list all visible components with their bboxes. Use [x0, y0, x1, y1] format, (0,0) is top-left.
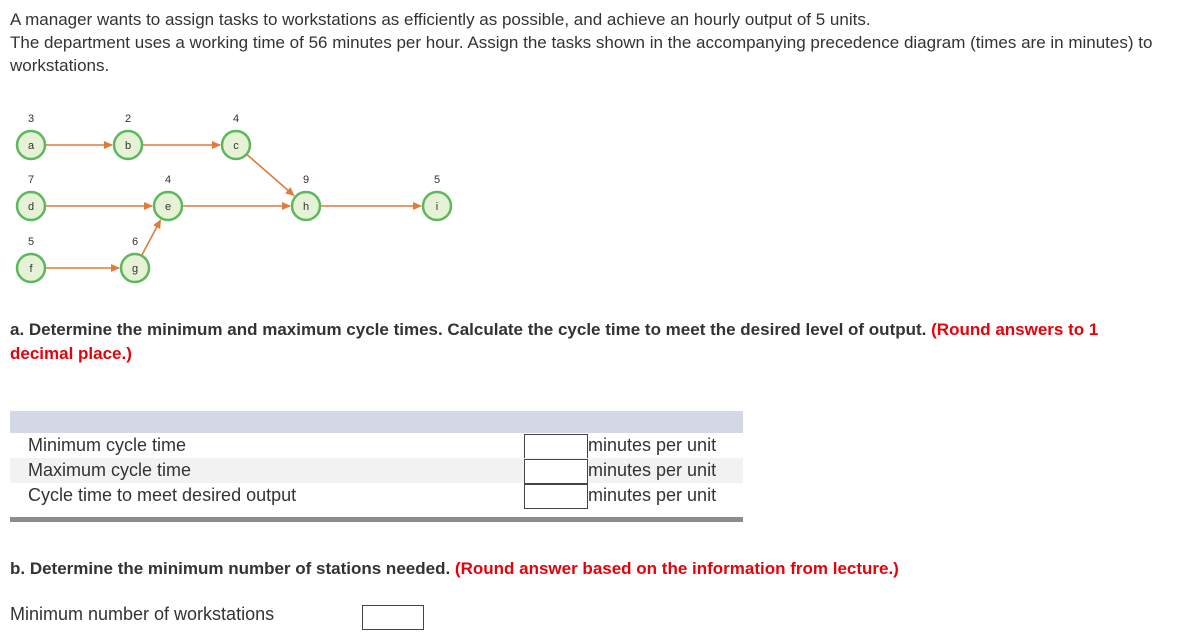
node-time: 5: [27, 236, 35, 248]
part-a-question: [10, 318, 1160, 366]
node-h: [292, 174, 320, 220]
node-time: 9: [302, 174, 310, 186]
min-cycle-time-units: minutes per unit: [588, 435, 717, 455]
min-workstations-label: Minimum number of workstations: [10, 604, 275, 624]
node-label: i: [435, 201, 439, 213]
part-b-rounding-note: (Round answer based on the information from lecture.): [454, 559, 899, 578]
desired-cycle-time-label: Cycle time to meet desired output: [28, 485, 297, 505]
desired-cycle-time-units: minutes per unit: [588, 485, 717, 505]
min-cycle-time-label: Minimum cycle time: [28, 435, 187, 455]
node-time: 4: [232, 113, 240, 125]
node-c: [222, 113, 250, 159]
node-time: 5: [433, 174, 441, 186]
node-time: 2: [124, 113, 132, 125]
min-workstations-input[interactable]: [362, 605, 424, 630]
part-b-question-text: b. Determine the minimum number of stations needed.: [10, 559, 451, 578]
node-b: [114, 113, 142, 159]
part-b-question: [10, 557, 899, 581]
table-footer-bar: [10, 517, 743, 522]
node-time: 3: [27, 113, 35, 125]
node-label: c: [233, 140, 239, 152]
node-a: [17, 113, 45, 159]
cycle-time-table: [10, 411, 743, 522]
node-time: 6: [131, 236, 139, 248]
table-header-bar: [10, 411, 743, 433]
problem-statement: [10, 8, 1190, 77]
edge-c-h: [247, 155, 294, 196]
node-label: a: [27, 140, 35, 152]
part-a-rounding-note: (Round answers to 1 decimal place.): [10, 320, 1099, 363]
node-label: h: [302, 201, 310, 213]
node-time: 4: [164, 174, 172, 186]
min-cycle-time-input[interactable]: [524, 434, 588, 459]
max-cycle-time-label: Maximum cycle time: [28, 460, 192, 480]
edge-g-e: [142, 220, 160, 255]
max-cycle-time-units: minutes per unit: [588, 460, 717, 480]
node-f: [17, 236, 45, 282]
desired-cycle-time-input[interactable]: [524, 484, 588, 509]
node-time: 7: [27, 174, 35, 186]
node-label: e: [164, 201, 172, 213]
problem-line-1: A manager wants to assign tasks to workstations as efficiently as possible, and achieve an hourly output of 5 units.: [10, 10, 871, 29]
part-a-question-text: a. Determine the minimum and maximum cycle times. Calculate the cycle time to meet the desired level of output.: [10, 320, 927, 339]
node-d: [17, 174, 45, 220]
max-cycle-time-input[interactable]: [524, 459, 588, 484]
table-row: [10, 458, 743, 483]
table-row: [10, 433, 743, 458]
precedence-diagram: [0, 100, 480, 295]
node-label: d: [27, 201, 35, 213]
node-label: f: [29, 263, 33, 275]
node-g: [121, 236, 149, 282]
node-i: [423, 174, 451, 220]
table-row: [10, 483, 743, 508]
node-e: [154, 174, 182, 220]
node-label: b: [124, 140, 132, 152]
problem-line-2: The department uses a working time of 56 minutes per hour. Assign the tasks shown in the accompanying precedence diagram (times are in minutes) to workstations.: [10, 33, 1153, 75]
node-label: g: [131, 263, 139, 275]
